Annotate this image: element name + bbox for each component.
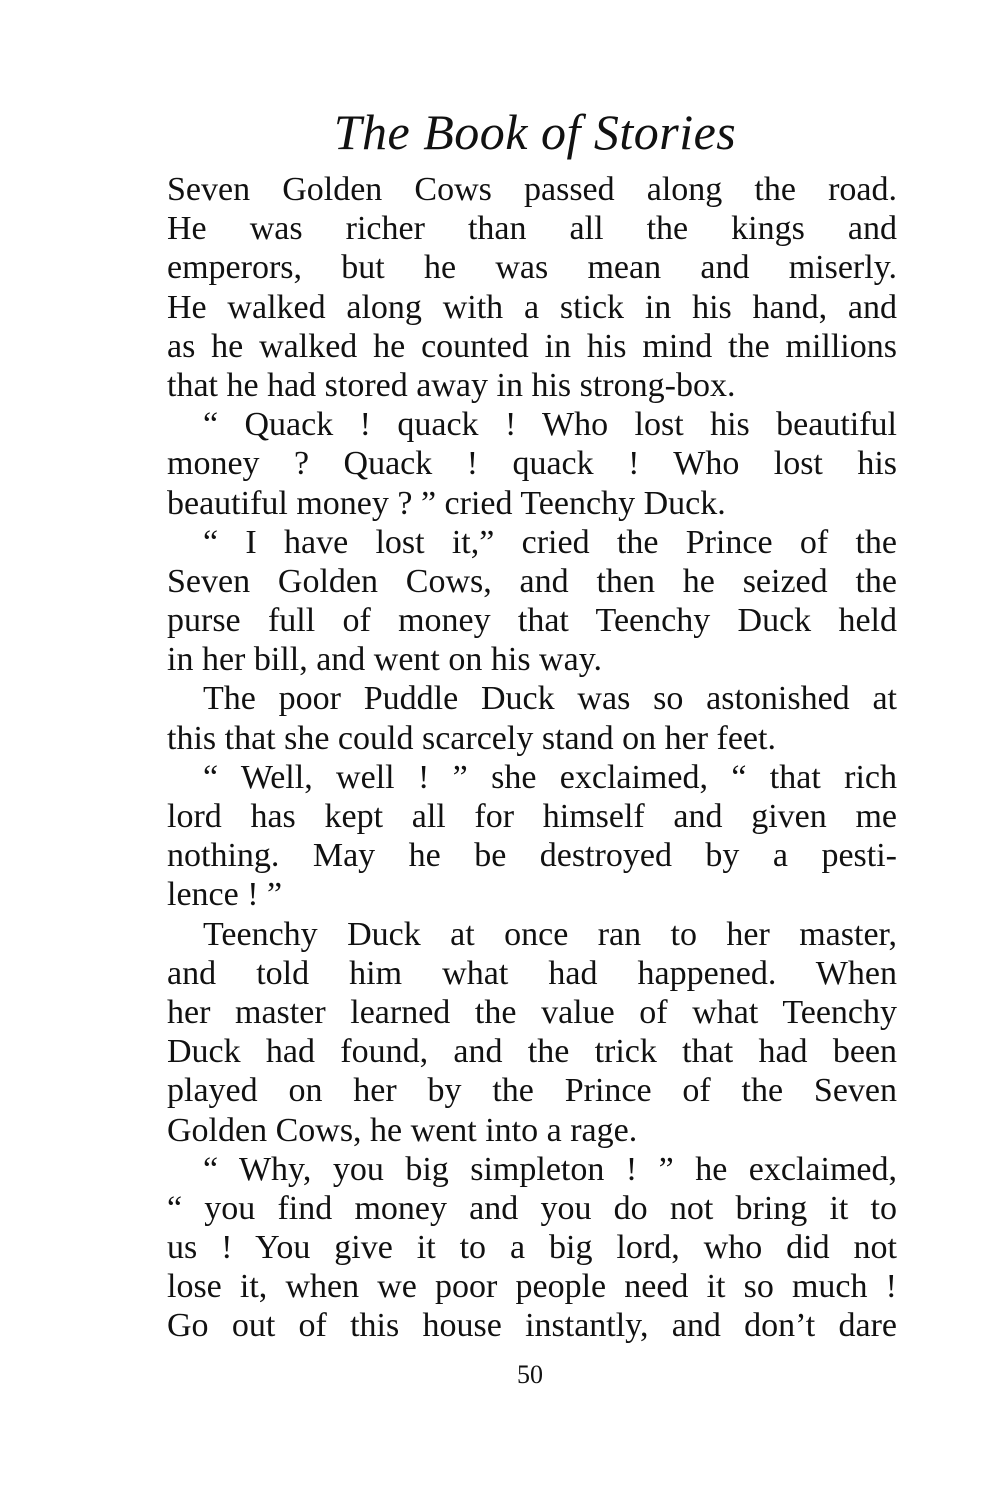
text-line: lence ! ” xyxy=(167,876,283,914)
text-line: The poor Puddle Duck was so astonished at xyxy=(203,680,897,718)
text-line: Duck had found, and the trick that had been xyxy=(167,1033,897,1071)
text-line: “ you find money and you do not bring it to xyxy=(167,1189,897,1227)
text-line: He walked along with a stick in his hand, and xyxy=(167,288,897,326)
text-line: “ Well, well ! ” she exclaimed, “ that rich xyxy=(203,758,897,796)
text-line: Teenchy Duck at once ran to her master, xyxy=(203,915,897,953)
text-line: beautiful money ? ” cried Teenchy Duck. xyxy=(167,484,726,522)
text-line: money ? Quack ! quack ! Who lost his xyxy=(167,445,897,483)
page-number: 50 xyxy=(517,1360,543,1389)
text-line: “ Why, you big simpleton ! ” he exclaimed, xyxy=(203,1150,897,1188)
text-line: as he walked he counted in his mind the millions xyxy=(167,327,897,365)
text-line: He was richer than all the kings and xyxy=(167,210,897,248)
running-head-title: The Book of Stories xyxy=(333,104,737,160)
text-line: this that she could scarcely stand on her feet. xyxy=(167,719,776,757)
text-line: in her bill, and went on his way. xyxy=(167,641,602,679)
text-line: lord has kept all for himself and given me xyxy=(167,798,897,835)
text-line: “ Quack ! quack ! Who lost his beautiful xyxy=(203,406,897,444)
text-line: Seven Golden Cows, and then he seized the xyxy=(167,562,897,600)
story-text xyxy=(167,170,897,1346)
text-line: Seven Golden Cows passed along the road. xyxy=(167,171,897,208)
text-line: nothing. May he be destroyed by a pesti- xyxy=(167,837,897,875)
text-line: purse full of money that Teenchy Duck held xyxy=(167,602,897,640)
text-line: lose it, when we poor people need it so much ! xyxy=(167,1268,897,1306)
text-line: and told him what had happened. When xyxy=(167,954,897,992)
text-line: Go out of this house instantly, and don’t dare xyxy=(167,1307,897,1345)
text-line: Golden Cows, he went into a rage. xyxy=(167,1111,638,1149)
text-line: played on her by the Prince of the Seven xyxy=(167,1072,897,1110)
text-line: that he had stored away in his strong-box. xyxy=(167,366,736,404)
text-line: her master learned the value of what Teenchy xyxy=(167,993,897,1031)
text-line: “ I have lost it,” cried the Prince of the xyxy=(203,523,897,561)
text-line: emperors, but he was mean and miserly. xyxy=(167,249,897,287)
text-line: us ! You give it to a big lord, who did not xyxy=(167,1229,897,1267)
